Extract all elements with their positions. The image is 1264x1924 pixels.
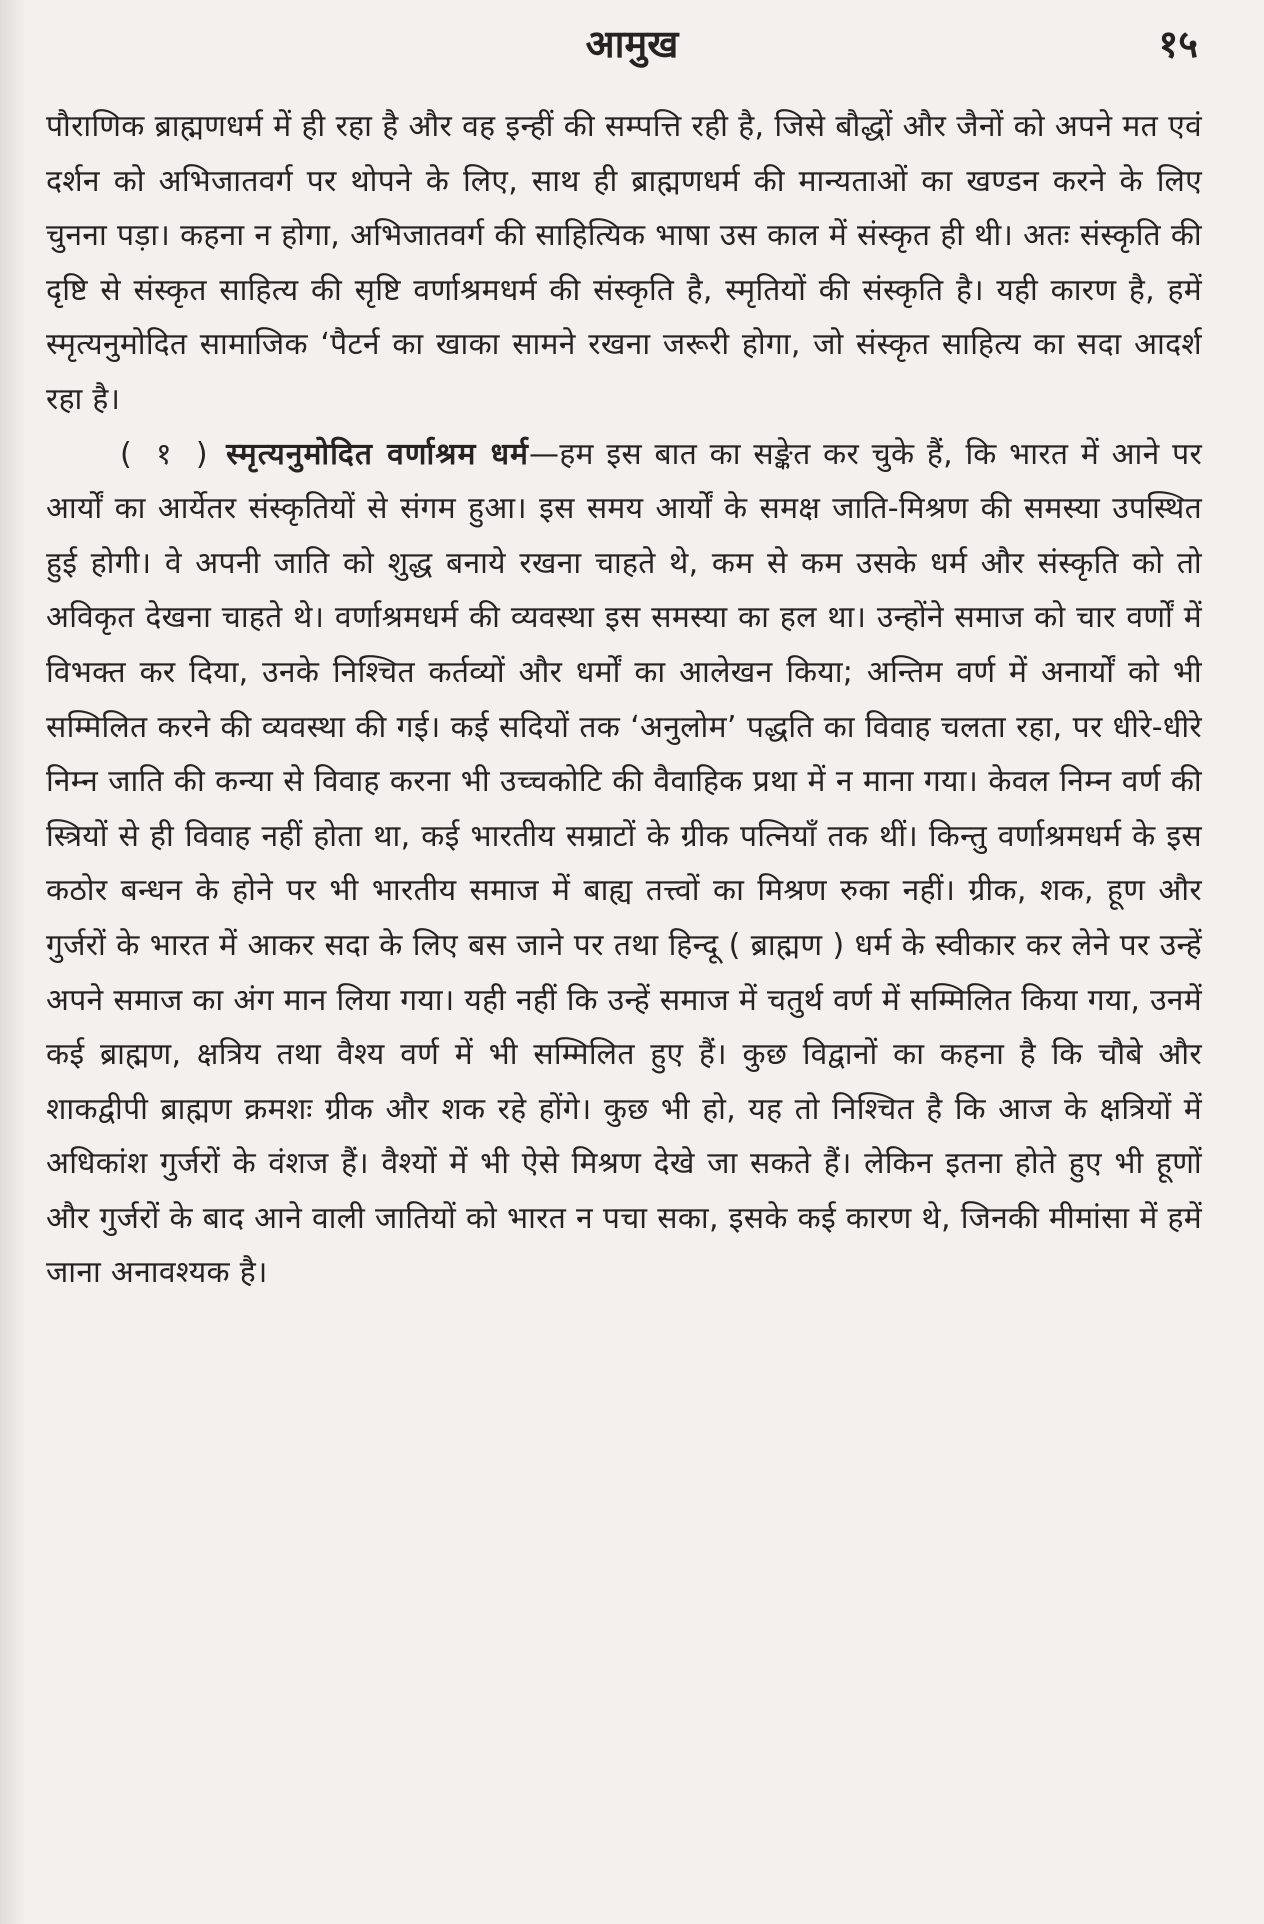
page-body — [46, 100, 1202, 1301]
paragraph-2-text: —हम इस बात का सङ्केत कर चुके हैं, कि भारत में आने पर आर्यों का आर्येतर संस्कृतियों से संगम हुआ। इस समय आर्यों के समक्ष जाति-मिश्रण की समस्या उपस्थित हुई होगी। वे अपनी जाति को शुद्ध बनाये रखना चाहते थे, कम से कम उसके धर्म और संस्कृति को तो अविकृत देखना चाहते थे। वर्णाश्रमधर्म की व्यवस्था इस समस्या का हल था। उन्होंने समाज को चार वर्णों में विभक्त कर दिया, उनके निश्चित कर्तव्यों और धर्मों का आलेखन किया; अन्तिम वर्ण में अनार्यों को भी सम्मिलित करने की व्यवस्था की गई। कई सदियों तक ‘अनुलोम’ पद्धति का विवाह चलता रहा, पर धीरे-धीरे निम्न जाति की कन्या से विवाह करना भी उच्चकोटि की वैवाहिक प्रथा में न माना गया। केवल निम्न वर्ण की स्त्रियों से ही विवाह नहीं होता था, कई भारतीय सम्राटों के ग्रीक पत्नियाँ तक थीं। किन्तु वर्णाश्रमधर्म के इस कठोर बन्धन के होने पर भी भारतीय समाज में बाह्य तत्त्वों का मिश्रण रुका नहीं। ग्रीक, शक, हूण और गुर्जरों के भारत में आकर सदा के लिए बस जाने पर तथा हिन्दू ( ब्राह्मण ) धर्म के स्वीकार कर लेने पर उन्हें अपने समाज का अंग मान लिया गया। यही नहीं कि उन्हें समाज में चतुर्थ वर्ण में सम्मिलित किया गया, उनमें कई ब्राह्मण, क्षत्रिय तथा वैश्य वर्ण में भी सम्मिलित हुए हैं। कुछ विद्वानों का कहना है कि चौबे और शाकद्वीपी ब्राह्मण क्रमशः ग्रीक और शक रहे होंगे। कुछ भी हो, यह तो निश्चित है कि आज के क्षत्रियों में अधिकांश गुर्जरों के वंशज हैं। वैश्यों में भी ऐसे मिश्रण देखे जा सकते हैं। लेकिन इतना होते हुए भी हूणों और गुर्जरों के बाद आने वाली जातियों को भारत न पचा सका, इसके कई कारण थे, जिनकी मीमांसा में हमें जाना अनावश्यक है। — [46, 436, 1203, 1291]
page-header — [0, 14, 1264, 74]
paragraph-1: पौराणिक ब्राह्मणधर्म में ही रहा है और वह इन्हीं की सम्पत्ति रही है, जिसे बौद्धों और जैनों को अपने मत एवं दर्शन को अभिजातवर्ग पर थोपने के लिए, साथ ही ब्राह्मणधर्म की मान्यताओं का खण्डन करने के लिए चुनना पड़ा। कहना न होगा, अभिजातवर्ग की साहित्यिक भाषा उस काल में संस्कृत ही थी। अतः संस्कृति की दृष्टि से संस्कृत साहित्य की सृष्टि वर्णाश्रमधर्म की संस्कृति है, स्मृतियों की संस्कृति है। यही कारण है, हमें स्मृत्यनुमोदित सामाजिक ‘पैटर्न का खाका सामने रखना जरूरी होगा, जो संस्कृत साहित्य का सदा आदर्श रहा है। — [46, 109, 1202, 417]
page-edge-shadow — [0, 0, 26, 1924]
section-marker: ( १ ) — [120, 436, 214, 472]
paragraph-2 — [46, 428, 1202, 1302]
section-heading: स्मृत्यनुमोदित वर्णाश्रम धर्म — [226, 436, 530, 472]
page-number: १५ — [1158, 22, 1198, 66]
running-title: आमुख — [585, 22, 679, 66]
